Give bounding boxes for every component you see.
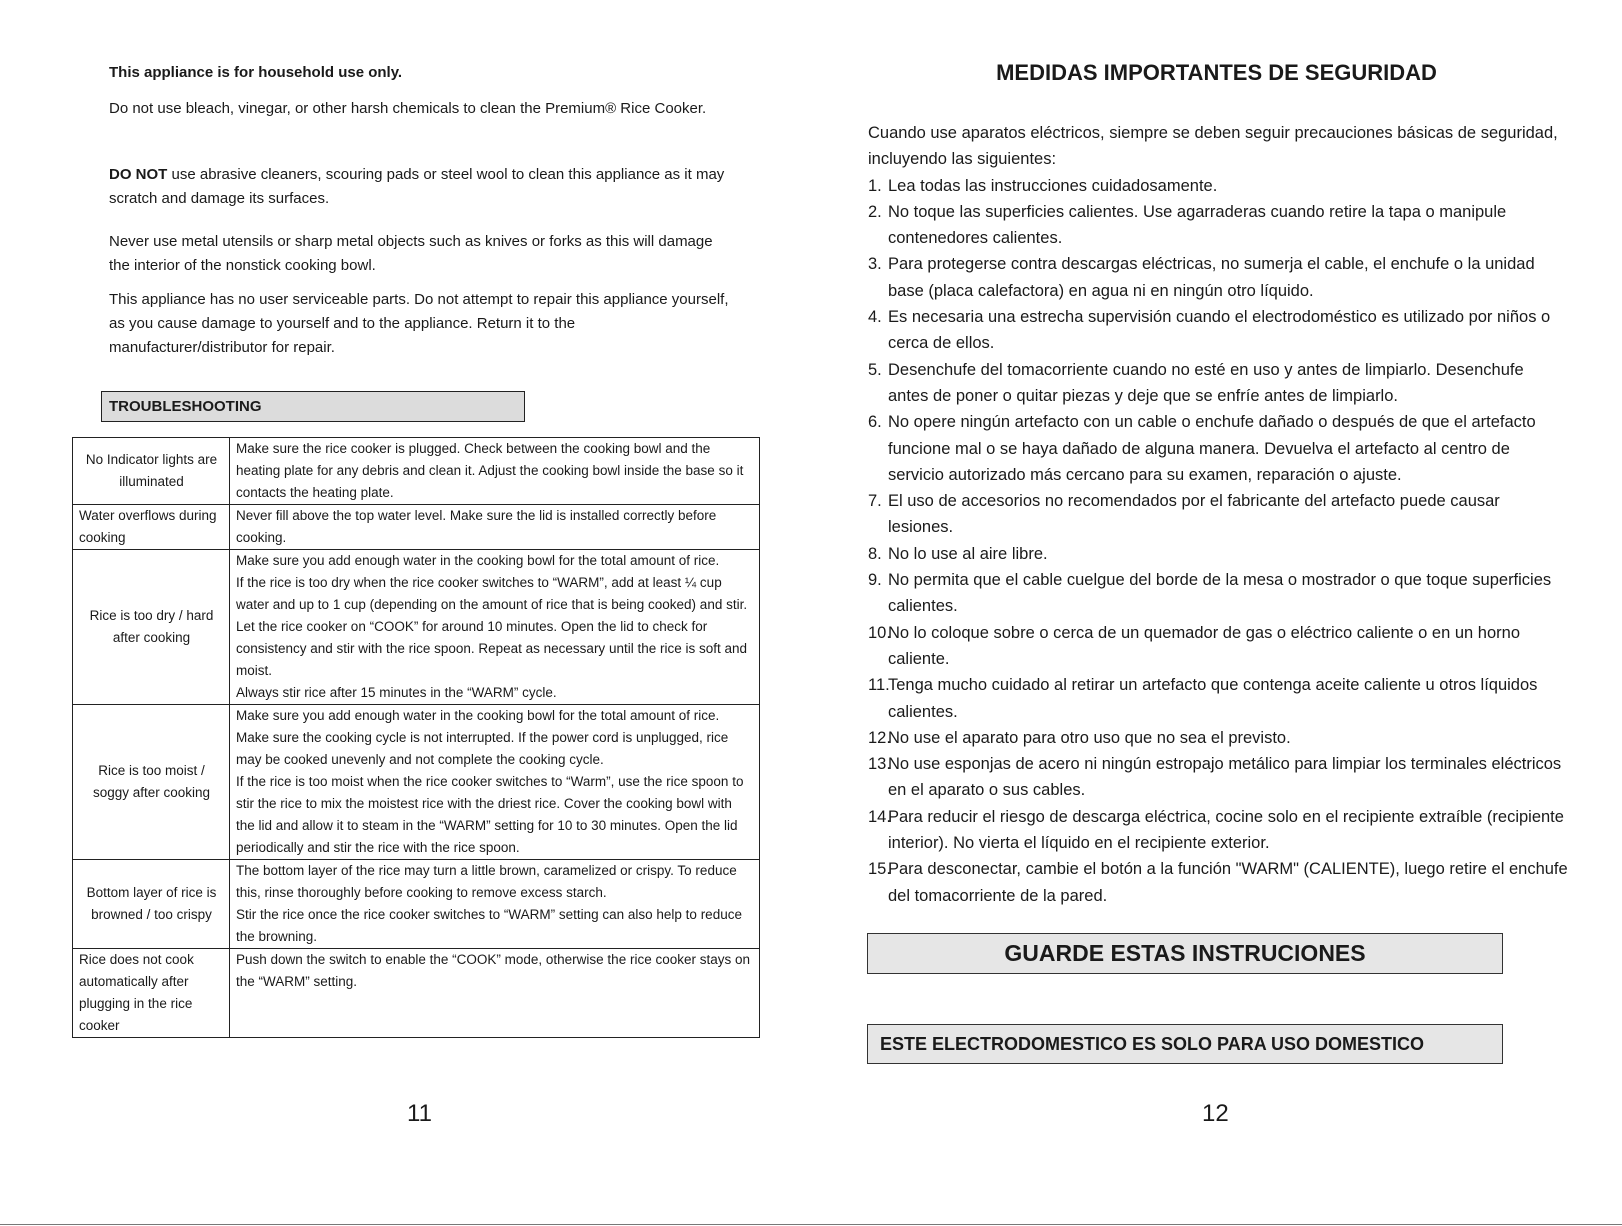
- bleach-warning: Do not use bleach, vinegar, or other harsh chemicals to clean the Premium® Rice Cooker.: [109, 100, 707, 117]
- item-text: No lo coloque sobre o cerca de un quemador de gas o eléctrico caliente o en un horno caliente.: [888, 623, 1520, 668]
- list-item: [868, 304, 1568, 357]
- table-row: [73, 438, 760, 505]
- page-number: 11: [407, 1100, 432, 1127]
- item-number: 13.: [868, 755, 891, 774]
- troubleshooting-table: [72, 437, 760, 1038]
- item-number: 15.: [868, 860, 891, 879]
- item-text: Para protegerse contra descargas eléctricas, no sumerja el cable, el enchufe o la unidad base (placa calefactora) en agua ni en ningún otro líquido.: [888, 255, 1535, 300]
- table-row: [73, 949, 760, 1038]
- item-number: 7.: [868, 492, 882, 511]
- solution-text: If the rice is too dry when the rice cooker switches to “WARM”, add at least ¼ cup water and up to 1 cup (depending on the amount of rice that is being cooked) and stir. Let the rice cooker on “COOK” for around 10 minutes. Open the lid to check for consistency and stir with the rice spoon. Repeat as necessary until the rice is soft and moist.: [236, 575, 748, 678]
- table-row: [73, 550, 760, 705]
- list-item: [868, 856, 1568, 909]
- list-item: [868, 725, 1568, 751]
- item-text: Lea todas las instrucciones cuidadosamente.: [888, 176, 1218, 195]
- item-text: Para desconectar, cambie el botón a la función "WARM" (CALIENTE), luego retire el enchufe del tomacorriente de la pared.: [888, 860, 1568, 905]
- solution-text: Make sure you add enough water in the cooking bowl for the total amount of rice.: [236, 708, 720, 723]
- safety-intro: Cuando use aparatos eléctricos, siempre se deben seguir precauciones básicas de seguridad, incluyendo las siguientes:: [868, 124, 1558, 169]
- table-row: [73, 505, 760, 550]
- list-item: [868, 357, 1568, 410]
- solution-cell: [230, 550, 760, 705]
- problem-cell: Bottom layer of rice is browned / too crispy: [73, 860, 230, 949]
- safety-title: MEDIDAS IMPORTANTES DE SEGURIDAD: [996, 60, 1437, 85]
- solution-cell: [230, 860, 760, 949]
- item-number: 8.: [868, 544, 882, 563]
- solution-text: The bottom layer of the rice may turn a little brown, caramelized or crispy. To reduce this, rinse thoroughly before cooking to remove excess starch.: [236, 863, 737, 900]
- item-number: 5.: [868, 360, 882, 379]
- item-number: 2.: [868, 202, 882, 221]
- right-page: [811, 0, 1622, 1226]
- solution-cell: [230, 438, 760, 505]
- household-use-note: This appliance is for household use only.: [109, 64, 403, 81]
- item-number: 12.: [868, 728, 891, 747]
- list-item: [868, 672, 1568, 725]
- solution-text: Make sure the cooking cycle is not interrupted. If the power cord is unplugged, rice may be cooked unevenly and not complete the cooking cycle.: [236, 730, 729, 767]
- item-text: No use el aparato para otro uso que no sea el previsto.: [888, 728, 1291, 747]
- solution-text: Stir the rice once the rice cooker switches to “WARM” setting can also help to reduce the browning.: [236, 907, 742, 944]
- page-number: 12: [1202, 1100, 1229, 1127]
- item-number: 3.: [868, 255, 882, 274]
- list-item: [868, 488, 1568, 541]
- table-row: [73, 860, 760, 949]
- problem-cell: Rice is too dry / hard after cooking: [73, 550, 230, 705]
- solution-text: If the rice is too moist when the rice cooker switches to “Warm”, use the rice spoon to stir the rice to mix the moistest rice with the driest rice. Cover the cooking bowl with the lid and allow it to steam in the “WARM” setting for 10 to 30 minutes. Open the lid periodically and stir the rice with the rice spoon.: [236, 774, 744, 855]
- item-number: 11.: [868, 676, 890, 695]
- item-text: Desenchufe del tomacorriente cuando no esté en uso y antes de limpiarlo. Desenchufe antes de poner o quitar piezas y deje que se enfríe antes de limpiarlo.: [888, 360, 1524, 405]
- item-text: Es necesaria una estrecha supervisión cuando el electrodoméstico es utilizado por niños o cerca de ellos.: [888, 308, 1551, 353]
- item-number: 4.: [868, 308, 882, 327]
- item-text: Tenga mucho cuidado al retirar un artefacto que contenga aceite caliente u otros líquidos calientes.: [888, 676, 1538, 721]
- solution-cell: [230, 949, 760, 1038]
- serviceable-parts-note: This appliance has no user serviceable parts. Do not attempt to repair this appliance yourself, as you cause damage to yourself and to the appliance. Return it to the manufacturer/distributor for repair.: [109, 291, 729, 356]
- list-item: [868, 409, 1568, 488]
- list-item: [868, 541, 1568, 567]
- solution-text: Make sure you add enough water in the cooking bowl for the total amount of rice.: [236, 553, 720, 568]
- list-item: [868, 251, 1568, 304]
- item-text: Para reducir el riesgo de descarga eléctrica, cocine solo en el recipiente extraíble (recipiente interior). No vierta el líquido en el recipiente exterior.: [888, 807, 1564, 853]
- problem-cell: Rice does not cook automatically after plugging in the rice cooker: [73, 949, 230, 1038]
- troubleshooting-heading: TROUBLESHOOTING: [101, 391, 525, 422]
- problem-cell: Water overflows during cooking: [73, 505, 230, 550]
- item-number: 14.: [868, 807, 891, 826]
- bottom-rule: [0, 1224, 1622, 1225]
- item-text: No opere ningún artefacto con un cable o enchufe dañado o después de que el artefacto funcione mal o se haya dañado de alguna manera. Devuelva el artefacto al centro de servicio autorizado más cercano para su examen, reparación o ajuste.: [888, 413, 1536, 484]
- list-item: [868, 751, 1568, 804]
- solution-text: Push down the switch to enable the “COOK” mode, otherwise the rice cooker stays on the “WARM” setting.: [236, 952, 751, 989]
- household-use-banner: ESTE ELECTRODOMESTICO ES SOLO PARA USO DOMESTICO: [867, 1024, 1503, 1064]
- solution-text: Make sure the rice cooker is plugged. Check between the cooking bowl and the heating plate for any debris and clean it. Adjust the cooking bowl inside the base so it contacts the heating plate.: [236, 441, 744, 500]
- solution-cell: [230, 505, 760, 550]
- list-item: [868, 173, 1568, 199]
- problem-cell: Rice is too moist / soggy after cooking: [73, 705, 230, 860]
- item-text: No toque las superficies calientes. Use agarraderas cuando retire la tapa o manipule contenedores calientes.: [888, 202, 1507, 248]
- item-text: No lo use al aire libre.: [888, 544, 1048, 563]
- safety-list: [868, 120, 1568, 909]
- list-item: [868, 199, 1568, 252]
- item-number: 9.: [868, 571, 882, 590]
- solution-cell: [230, 705, 760, 860]
- list-item: [868, 620, 1568, 673]
- item-text: No permita que el cable cuelgue del borde de la mesa o mostrador o que toque superficies calientes.: [888, 571, 1552, 616]
- abrasive-warning: [109, 163, 729, 211]
- problem-cell: No Indicator lights are illuminated: [73, 438, 230, 505]
- abrasive-warning-text: use abrasive cleaners, scouring pads or steel wool to clean this appliance as it may scratch and damage its surfaces.: [109, 166, 725, 207]
- donot-emphasis: DO NOT: [109, 166, 168, 183]
- save-instructions-banner: GUARDE ESTAS INSTRUCIONES: [867, 933, 1503, 974]
- table-row: [73, 705, 760, 860]
- list-item: [868, 804, 1568, 857]
- metal-utensils-warning: Never use metal utensils or sharp metal objects such as knives or forks as this will damage the interior of the nonstick cooking bowl.: [109, 233, 713, 274]
- list-item: [868, 567, 1568, 620]
- item-number: 6.: [868, 413, 882, 432]
- item-number: 1.: [868, 176, 882, 195]
- solution-text: Always stir rice after 15 minutes in the “WARM” cycle.: [236, 685, 557, 700]
- item-text: El uso de accesorios no recomendados por el fabricante del artefacto puede causar lesiones.: [888, 492, 1500, 537]
- solution-text: Never fill above the top water level. Make sure the lid is installed correctly before cooking.: [236, 508, 717, 545]
- item-number: 10.: [868, 623, 891, 642]
- item-text: No use esponjas de acero ni ningún estropajo metálico para limpiar los terminales eléctricos en el aparato o sus cables.: [888, 755, 1562, 800]
